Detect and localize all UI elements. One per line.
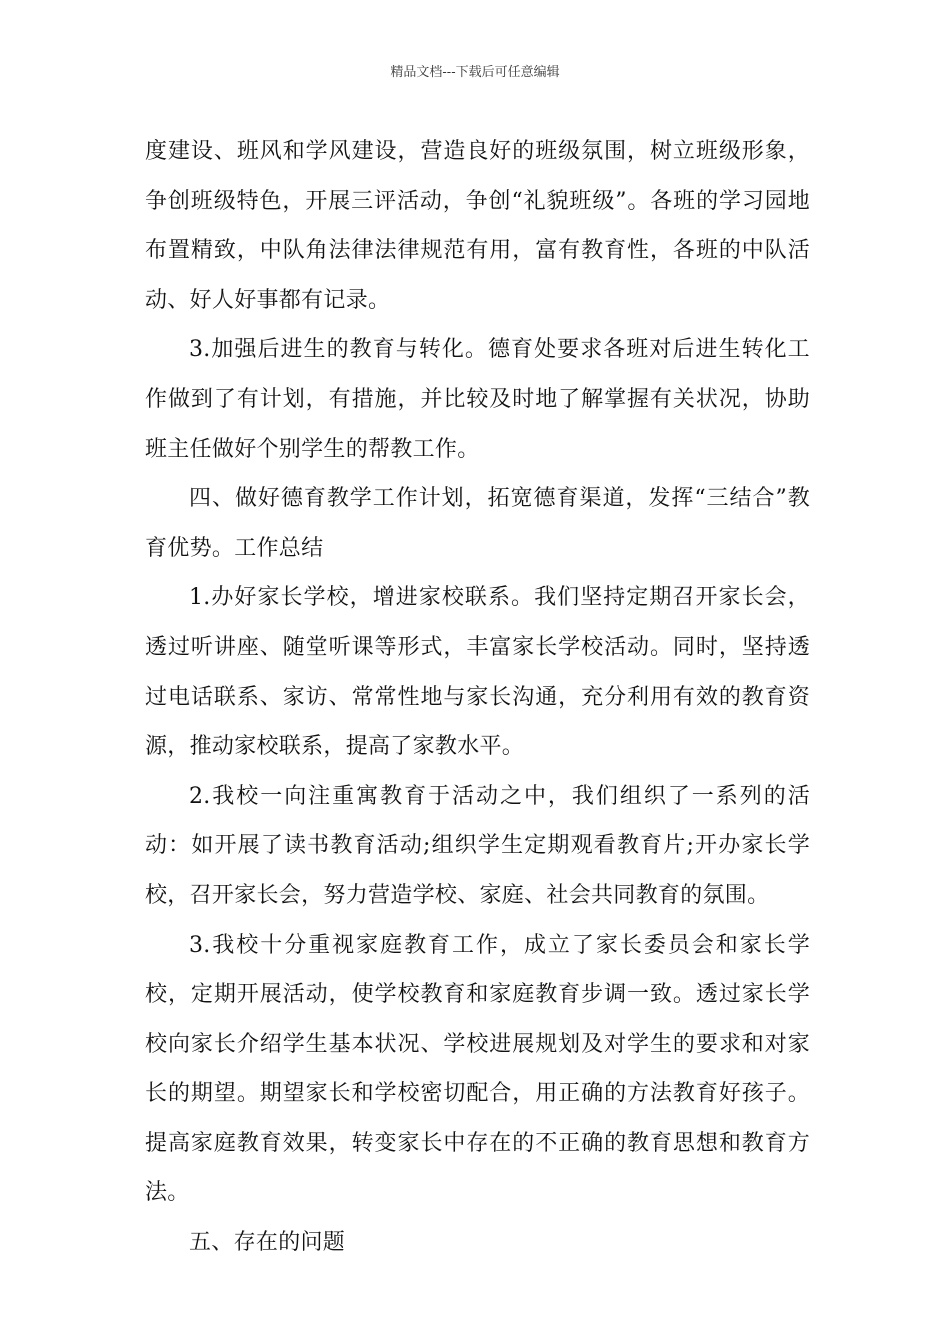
- page-header: 精品文档---下载后可任意编辑: [390, 65, 560, 80]
- paragraph-family-education: 3.我校十分重视家庭教育工作，成立了家长委员会和家长学校，定期开展活动，使学校教育和家庭教育步调一致。透过家长学校向家长介绍学生基本状况、学校进展规划及对学生的要求和对家长的期望。期望家长和学校密切配合，用正确的方法教育好孩子。提高家庭教育效果，转变家长中存在的不正确的教育思想和教育方法。: [145, 932, 810, 1206]
- section-heading-four: 四、做好德育教学工作计划，拓宽德育渠道，发挥“三结合”教育优势。工作总结: [145, 486, 810, 561]
- paragraph-parent-school: 1.办好家长学校，增进家校联系。我们坚持定期召开家长会，透过听讲座、随堂听课等形式，丰富家长学校活动。同时，坚持透过电话联系、家访、常常性地与家长沟通，充分利用有效的教育资源，推动家校联系，提高了家教水平。: [145, 585, 810, 760]
- paragraph-class-building: 度建设、班风和学风建设，营造良好的班级氛围，树立班级形象，争创班级特色，开展三评活动，争创“礼貌班级”。各班的学习园地布置精致，中队角法律法律规范有用，富有教育性，各班的中队活动、好人好事都有记录。: [145, 139, 810, 313]
- paragraph-underachievers: 3.加强后进生的教育与转化。德育处要求各班对后进生转化工作做到了有计划，有措施，并比较及时地了解掌握有关状况，协助班主任做好个别学生的帮教工作。: [145, 337, 810, 462]
- section-heading-five: 五、存在的问题: [189, 1230, 346, 1256]
- document-body: [145, 127, 810, 1268]
- paragraph-activities: 2.我校一向注重寓教育于活动之中，我们组织了一系列的活动：如开展了读书教育活动;组织学生定期观看教育片;开办家长学校，召开家长会，努力营造学校、家庭、社会共同教育的氛围。: [145, 783, 810, 908]
